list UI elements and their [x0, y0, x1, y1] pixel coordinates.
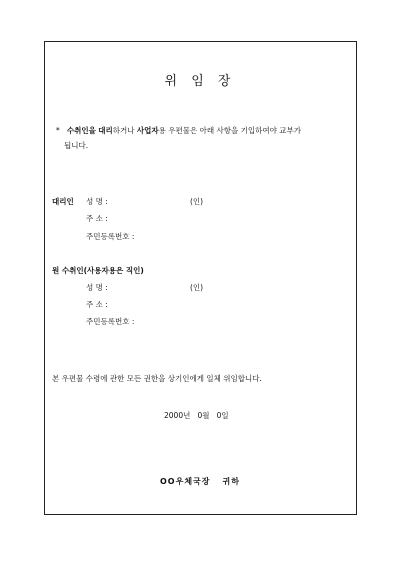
recipient-heading: 원 수취인(사용자용은 직인): [52, 266, 144, 275]
post-office-name: OO우체국장: [160, 477, 211, 486]
agent-name-label: 성 명 :: [86, 197, 108, 206]
note-part-or: 하거나: [112, 126, 135, 135]
note-part-business: 사업자: [136, 126, 159, 135]
note-part-recipient: 수취인을: [66, 126, 96, 135]
document-title: 위 임 장: [164, 74, 236, 89]
delegation-statement: 본 우편물 수령에 관한 모든 권한을 상기인에게 일체 위임합니다.: [52, 374, 262, 383]
agent-heading: 대리인: [52, 197, 74, 206]
note-part-rest: 용 우편물은 아래 사항을 기입하여야 교부가: [158, 126, 302, 135]
agent-seal: (인): [190, 197, 204, 206]
honorific: 귀하: [222, 477, 240, 486]
document-frame: [44, 41, 357, 515]
recipient-id-label: 주민등록번호 :: [86, 317, 135, 326]
recipient-seal: (인): [190, 283, 204, 292]
note-line-2: 됩니다.: [64, 141, 89, 150]
note-bullet: *: [56, 126, 60, 135]
agent-address-label: 주 소 :: [86, 214, 108, 223]
recipient-name-label: 성 명 :: [86, 283, 108, 292]
addressee-line: [0, 476, 400, 487]
recipient-address-label: 주 소 :: [86, 300, 108, 309]
document-date: 2000년 0월 0일: [164, 411, 229, 420]
note-part-proxy: 대리: [98, 126, 113, 135]
agent-id-label: 주민등록번호 :: [86, 232, 135, 241]
instruction-note: [56, 123, 356, 153]
